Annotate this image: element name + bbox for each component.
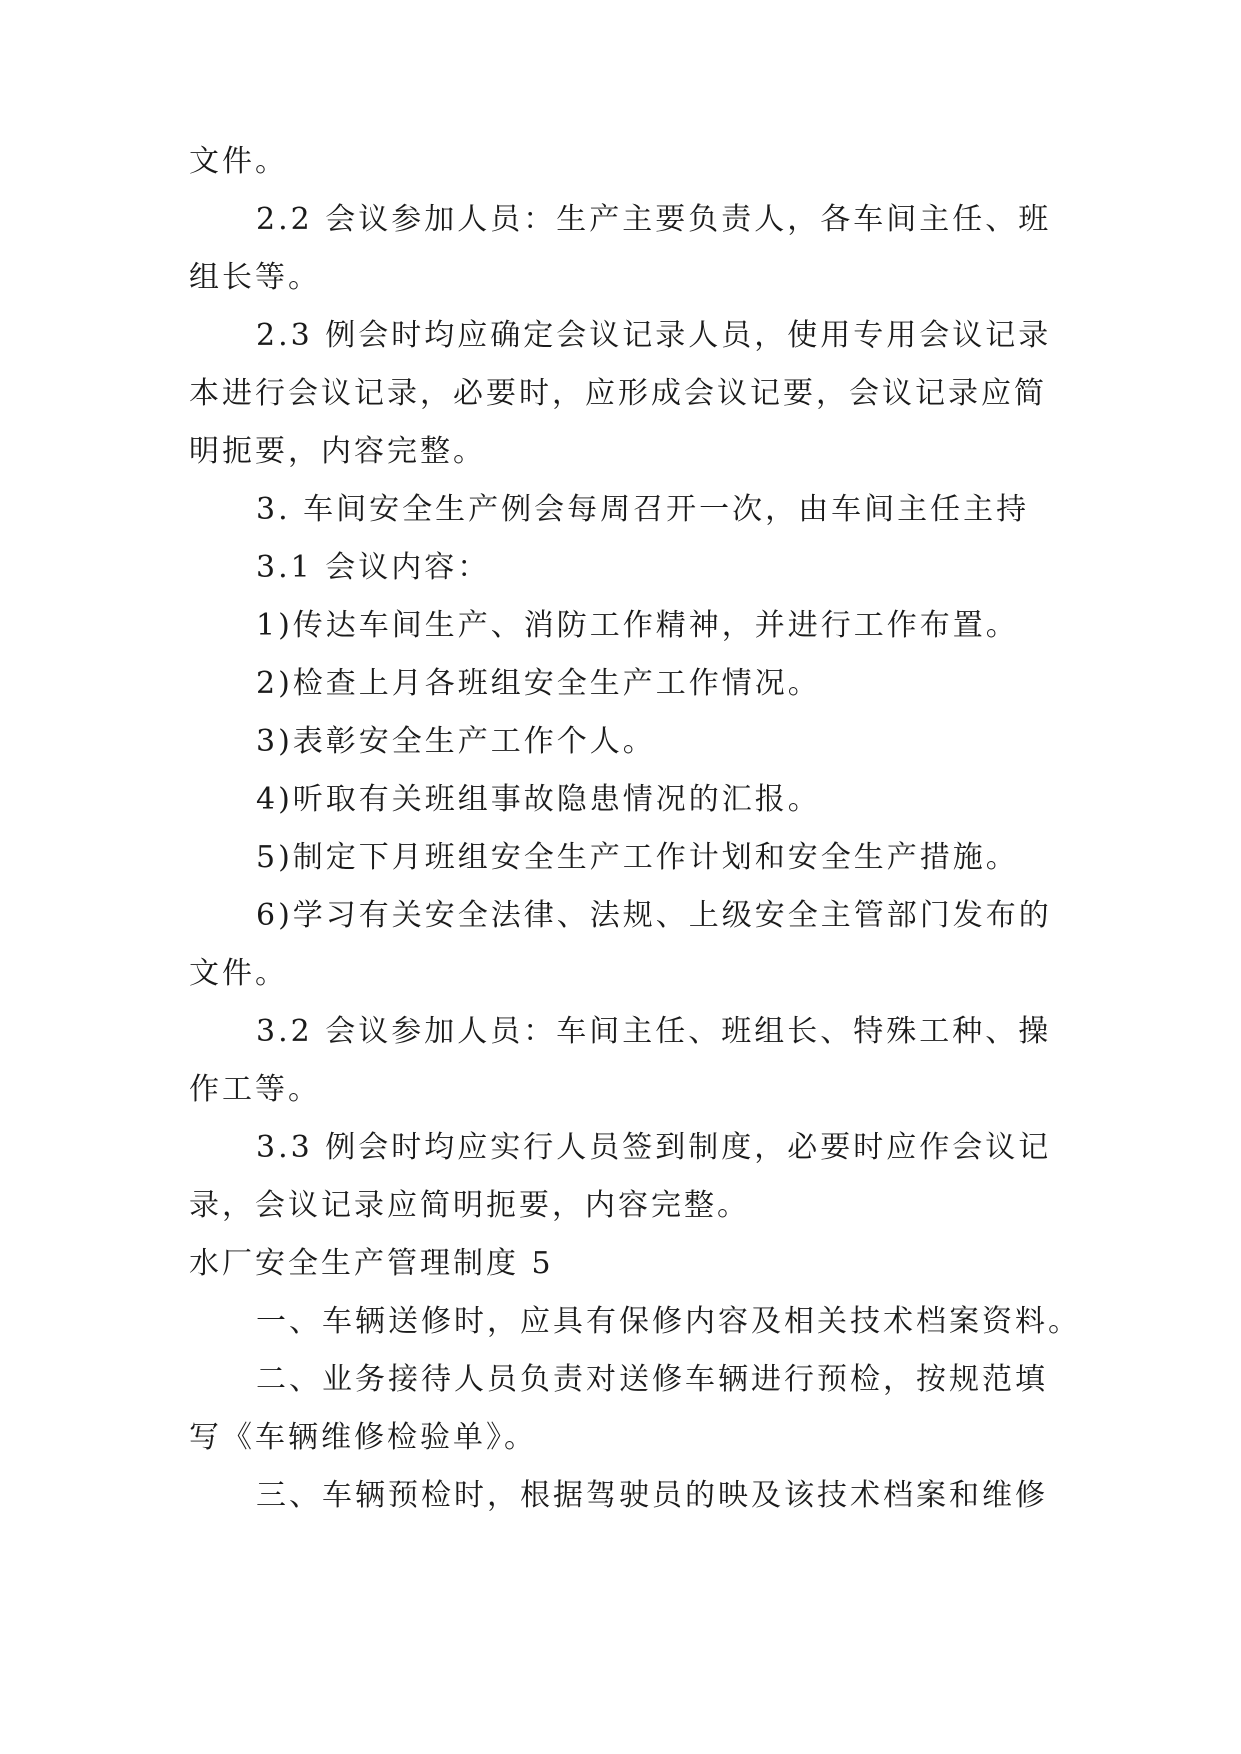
body-line: 3.3 例会时均应实行人员签到制度，必要时应作会议记 xyxy=(256,1130,1052,1165)
list-item: 4)听取有关班组事故隐患情况的汇报。 xyxy=(256,782,821,817)
body-line: 组长等。 xyxy=(189,260,321,295)
body-line: 文件。 xyxy=(189,144,288,179)
body-line: 3.2 会议参加人员：车间主任、班组长、特殊工种、操 xyxy=(256,1014,1052,1049)
list-item: 3)表彰安全生产工作个人。 xyxy=(256,724,656,759)
list-item: 1)传达车间生产、消防工作精神，并进行工作布置。 xyxy=(256,608,1019,643)
body-line: 3. 车间安全生产例会每周召开一次，由车间主任主持 xyxy=(256,492,1030,527)
body-line: 一、车辆送修时，应具有保修内容及相关技术档案资料。 xyxy=(256,1304,1081,1339)
section-heading: 水厂安全生产管理制度 5 xyxy=(189,1246,554,1281)
body-line: 作工等。 xyxy=(189,1072,321,1107)
list-item: 6)学习有关安全法律、法规、上级安全主管部门发布的 xyxy=(256,898,1052,933)
body-line: 三、车辆预检时，根据驾驶员的映及该技术档案和维修 xyxy=(256,1478,1048,1513)
body-line: 二、业务接待人员负责对送修车辆进行预检，按规范填 xyxy=(256,1362,1048,1397)
list-item: 5)制定下月班组安全生产工作计划和安全生产措施。 xyxy=(256,840,1019,875)
body-line: 2.3 例会时均应确定会议记录人员，使用专用会议记录 xyxy=(256,318,1052,353)
body-line: 2.2 会议参加人员：生产主要负责人，各车间主任、班 xyxy=(256,202,1052,237)
list-item: 2)检查上月各班组安全生产工作情况。 xyxy=(256,666,821,701)
body-line: 写《车辆维修检验单》。 xyxy=(189,1420,537,1455)
body-line: 明扼要，内容完整。 xyxy=(189,434,486,469)
body-line: 文件。 xyxy=(189,956,288,991)
body-line: 本进行会议记录，必要时，应形成会议记要，会议记录应简 xyxy=(189,376,1047,411)
body-line: 录，会议记录应简明扼要，内容完整。 xyxy=(189,1188,750,1223)
body-line: 3.1 会议内容： xyxy=(256,550,491,585)
